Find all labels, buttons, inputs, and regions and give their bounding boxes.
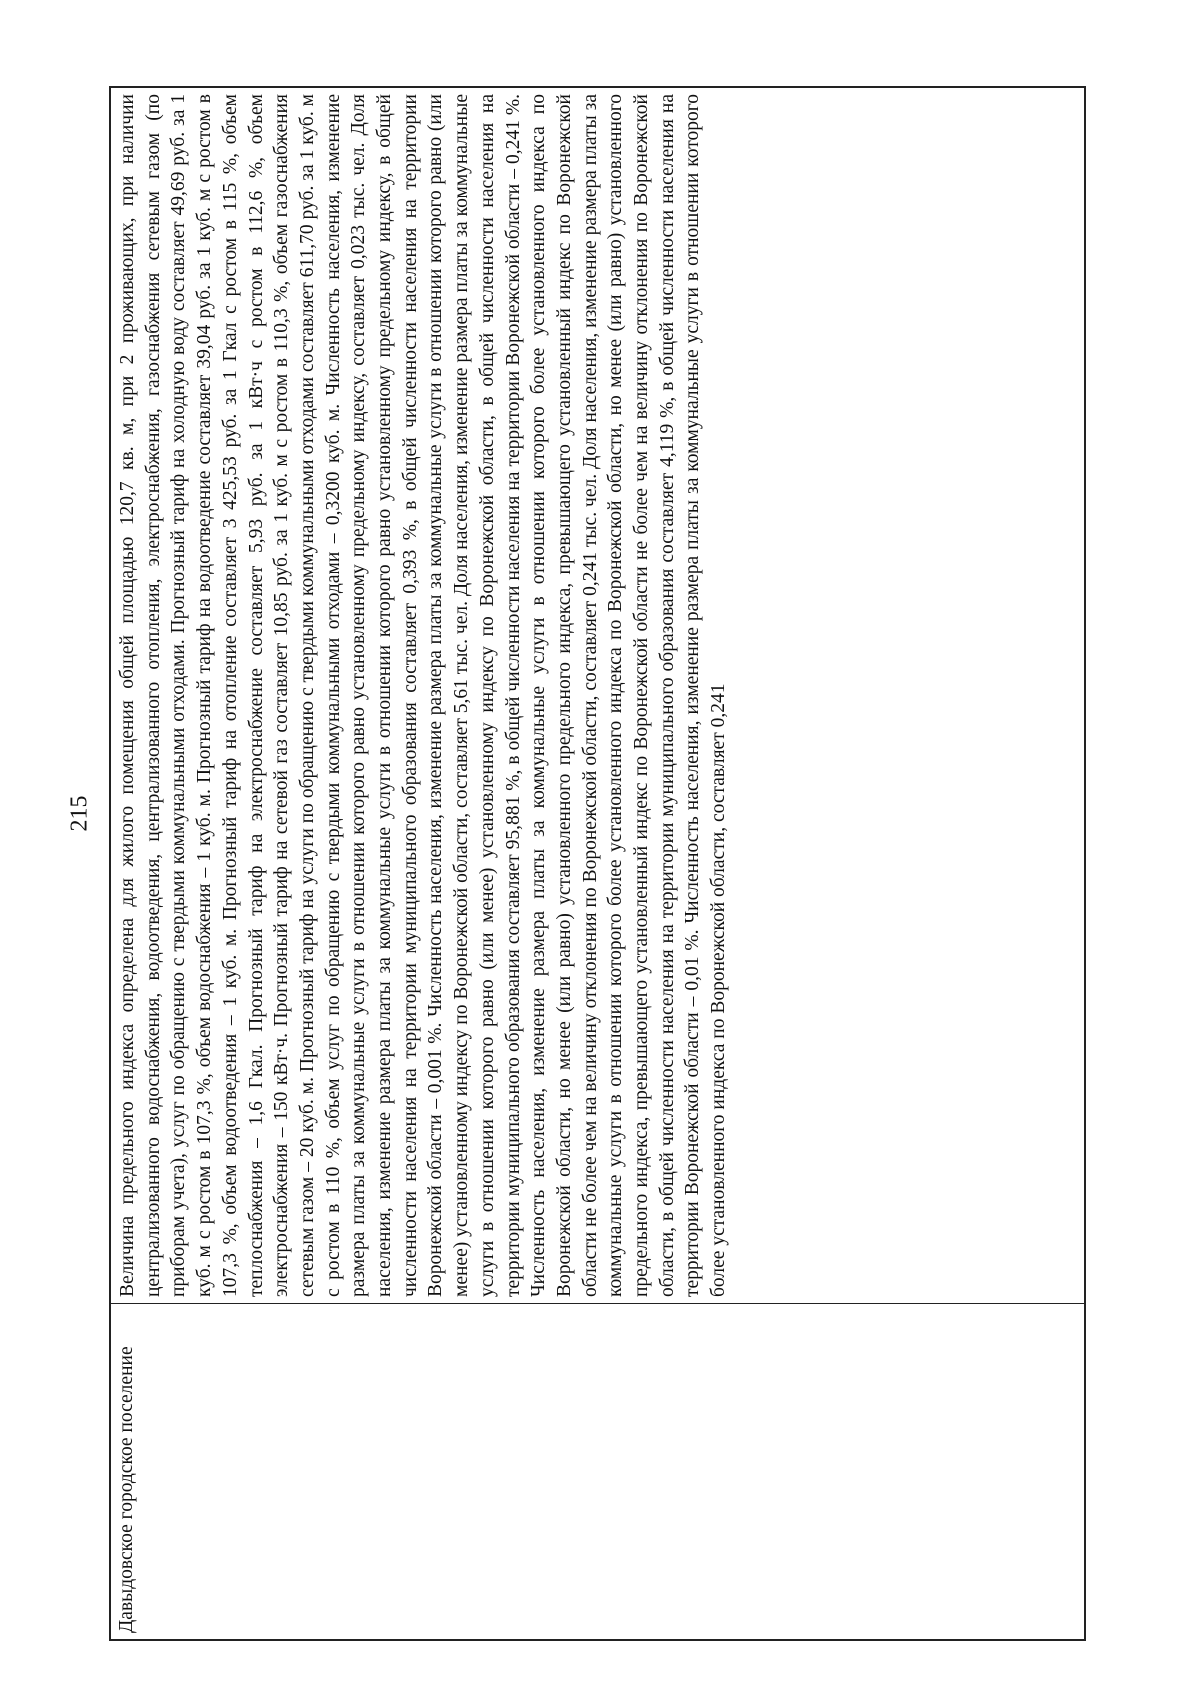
description-cell: Величина предельного индекса определена для жилого помещения общей площадью 120,7 кв. м, при 2 проживающих, при наличии централизованного водоснабжения, водоотведения, централизованного отопления, электроснабжения, газоснабжения сетевым газом (по приборам учета), услуг по обращению с твердыми коммунальными отходами. Прогнозный тариф на холодную воду составляет 49,69 руб. за 1 куб. м с ростом в 107,3 %, объем водоснабжения – 1 куб. м. Прогнозный тариф на водоотведение составляет 39,04 руб. за 1 куб. м с ростом в 107,3 %, объем водоотведения – 1 куб. м. Прогнозный тариф на отопление составляет 3 425,53 руб. за 1 Гкал с ростом в 115 %, объем теплоснабжения – 1,6 Гкал. Прогнозный тариф на электроснабжение составляет 5,93 руб. за 1 кВт·ч с ростом в 112,6 %, объем электроснабжения – 150 кВт·ч. Прогнозный тариф на сетевой газ составляет 10,85 руб. за 1 куб. м с ростом в 110,3 %, объем газоснабжения сетевым газом – 20 куб. м. Прогнозный тариф на услуги по обращению с твердыми коммунальными отходами составляет 611,70 руб. за 1 куб. м с ростом в 110 %, объем услуг по обращению с твердыми коммунальными отходами – 0,3200 куб. м. Численность населения, изменение размера платы за коммунальные услуги в отношении которого равно установленному предельному индексу, составляет 0,023 тыс. чел. Доля населения, изменение размера платы за коммунальные услуги в отношении которого равно установленному предельному индексу, в общей численности населения на территории муниципального образования составляет 0,393 %, в общей численности населения на территории Воронежской области – 0,001 %. Численность населения, изменение размера платы за коммунальные услуги в отношении которого равно (или менее) установленному индексу по Воронежской области, составляет 5,61 тыс. чел. Доля населения, изменение размера платы за коммунальные услуги в отношении которого равно (или менее) установленному индексу по Воронежской области, в общей численности населения на территории муниципального образования составляет 95,881 %, в общей численности населения на территории Воронежской области – 0,241 %. Численность населения, изменение размера платы за коммунальные услуги в отношении которого более установленного индекса по Воронежской области, но менее (или равно) установленного предельного индекса, превышающего установленный индекс по Воронежской области не более чем на величину отклонения по Воронежской области, составляет 0,241 тыс. чел. Доля населения, изменение размера платы за коммунальные услуги в отношении которого более установленного индекса по Воронежской области, но менее (или равно) установленного предельного индекса, превышающего установленный индекс по Воронежской области не более чем на величину отклонения по Воронежской области, в общей численности населения на территории муниципального образования составляет 4,119 %, в общей численности населения на территории Воронежской области – 0,01 %. Численность населения, изменение размера платы за коммунальные услуги в отношении которого более установленного индекса по Воронежской области, составляет 0,241 <box>117 94 730 1297</box>
data-table-wrapper <box>109 86 1086 1641</box>
municipality-cell: Давыдовское городское поселение <box>111 1303 1084 1639</box>
data-table <box>109 86 1086 1641</box>
page-number: 215 <box>66 795 93 832</box>
